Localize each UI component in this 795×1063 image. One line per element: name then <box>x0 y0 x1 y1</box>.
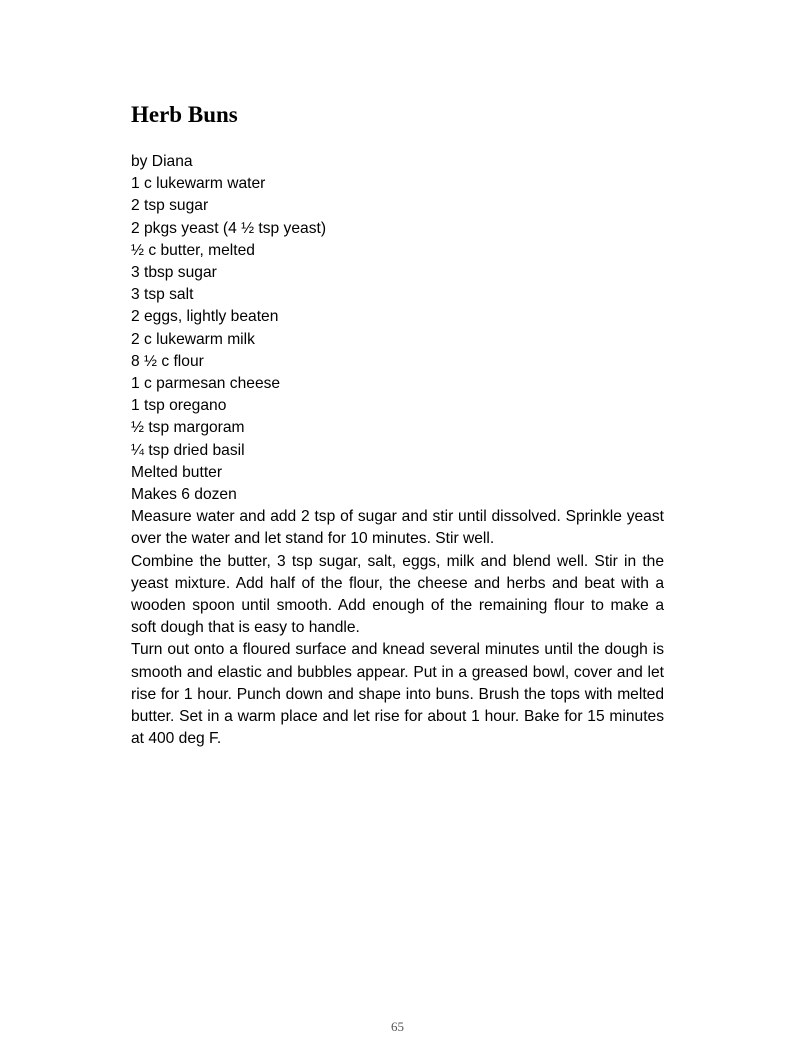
ingredient-item: 1 c parmesan cheese <box>131 375 281 393</box>
ingredient-item: 1 c lukewarm water <box>131 175 266 193</box>
instruction-paragraph: Turn out onto a floured surface and knead several minutes until the dough is smooth and elastic and bubbles appear. Put in a greased bowl, cover and let rise for 1 hour. Punch down and shape into buns. Brush the tops with melted butter. Set in a warm place and let rise for about 1 hour. Bake for 15 minutes at 400 deg F. <box>131 641 664 748</box>
recipe-body <box>131 151 664 750</box>
ingredient-item: 3 tsp salt <box>131 286 194 304</box>
ingredient-item: 2 eggs, lightly beaten <box>131 308 279 326</box>
ingredient-item: 2 tsp sugar <box>131 197 209 215</box>
ingredient-item: 2 c lukewarm milk <box>131 330 255 348</box>
ingredient-item: 1 tsp oregano <box>131 397 227 415</box>
ingredient-item: 2 pkgs yeast (4 ½ tsp yeast) <box>131 219 327 237</box>
instruction-list <box>131 506 664 750</box>
ingredient-item: ½ tsp margoram <box>131 419 245 437</box>
ingredient-item: 8 ½ c flour <box>131 352 204 370</box>
instruction-paragraph: Combine the butter, 3 tsp sugar, salt, eggs, milk and blend well. Stir in the yeast mixture. Add half of the flour, the cheese and herbs and beat with a wooden spoon until smooth. Add enough of the remaining flour to make a soft dough that is easy to handle. <box>131 552 664 637</box>
ingredient-list <box>131 173 664 484</box>
recipe-title: Herb Buns <box>131 102 238 127</box>
recipe-yield: Makes 6 dozen <box>131 486 237 504</box>
instruction-paragraph: Measure water and add 2 tsp of sugar and stir until dissolved. Sprinkle yeast over the water and let stand for 10 minutes. Stir well. <box>131 508 664 548</box>
page-number: 65 <box>391 1019 404 1034</box>
ingredient-item: ½ c butter, melted <box>131 241 255 259</box>
ingredient-item: Melted butter <box>131 463 223 481</box>
ingredient-item: 3 tbsp sugar <box>131 264 217 282</box>
recipe-author: by Diana <box>131 153 193 170</box>
ingredient-item: ¼ tsp dried basil <box>131 441 245 459</box>
